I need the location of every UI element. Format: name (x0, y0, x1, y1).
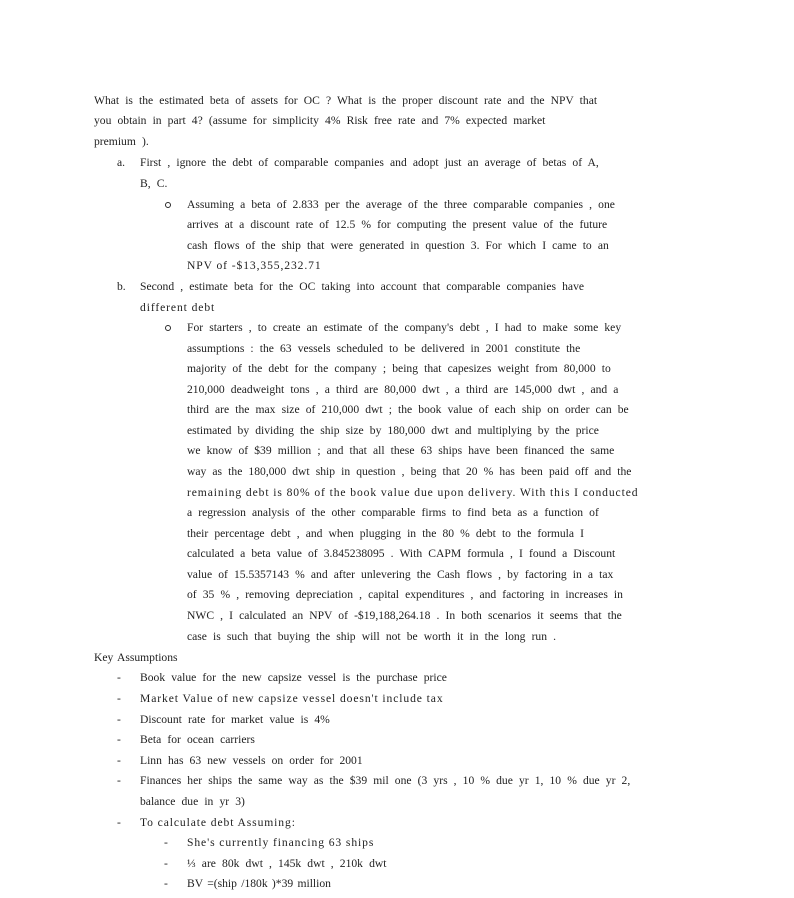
sub-assumption-3: BV =(ship /180k )*39 million (187, 877, 331, 890)
item-b-line-1: Second , estimate beta for the OC taking into account that comparable companies have (140, 280, 585, 293)
question-line-2: you obtain in part 4? (assume for simplicity 4% Risk free rate and 7% expected market (94, 114, 546, 127)
assumption-item-4: Beta for ocean carriers (140, 733, 255, 746)
item-b-sub-line-9: remaining debt is 80% of the book value due upon delivery. With this I conducted (187, 486, 639, 499)
assumption-item-1: Book value for the new capsize vessel is the purchase price (140, 671, 447, 684)
item-b-sub-line-15: NWC , I calculated an NPV of -$19,188,264.18 . In both scenarios it seems that the (187, 609, 622, 622)
item-b-sub-line-4: 210,000 deadweight tons , a third are 80,000 dwt , a third are 145,000 dwt , and a (187, 383, 619, 396)
item-b-sub-line-10: a regression analysis of the other comparable firms to find beta as a function of (187, 506, 599, 519)
item-a-marker: a. (117, 156, 126, 169)
dash-marker: - (117, 774, 121, 787)
item-a-sub-line-1: Assuming a beta of 2.833 per the average of the three comparable companies , one (187, 198, 615, 211)
dash-marker: - (117, 754, 121, 767)
item-b-sub-line-13: value of 15.5357143 % and after unlevering the Cash flows , by factoring in a tax (187, 568, 614, 581)
dash-marker: - (117, 733, 121, 746)
dash-marker: - (164, 857, 168, 870)
assumption-item-6-line-2: balance due in yr 3) (140, 795, 245, 808)
dash-marker: - (117, 713, 121, 726)
item-b-marker: b. (117, 280, 126, 293)
item-a-line-1: First , ignore the debt of comparable companies and adopt just an average of betas of A, (140, 156, 599, 169)
bullet-circle-icon (165, 325, 171, 331)
dash-marker: - (117, 816, 121, 829)
sub-assumption-1: She's currently financing 63 ships (187, 836, 375, 849)
item-a-sub-line-2: arrives at a discount rate of 12.5 % for computing the present value of the future (187, 218, 608, 231)
key-assumptions-heading: Key Assumptions (94, 651, 178, 664)
item-b-sub-line-3: majority of the debt for the company ; being that capesizes weight from 80,000 to (187, 362, 611, 375)
item-b-sub-line-8: way as the 180,000 dwt ship in question , being that 20 % has been paid off and the (187, 465, 632, 478)
item-b-sub-line-12: calculated a beta value of 3.845238095 . With CAPM formula , I found a Discount (187, 547, 616, 560)
item-b-sub-line-14: of 35 % , removing depreciation , capital expenditures , and factoring in increases in (187, 588, 623, 601)
item-b-sub-line-11: their percentage debt , and when plugging in the 80 % debt to the formula I (187, 527, 584, 540)
item-b-sub-line-2: assumptions : the 63 vessels scheduled to be delivered in 2001 constitute the (187, 342, 581, 355)
assumption-item-3: Discount rate for market value is 4% (140, 713, 330, 726)
dash-marker: - (117, 671, 121, 684)
item-b-line-2: different debt (140, 301, 216, 314)
assumption-item-2: Market Value of new capsize vessel doesn't include tax (140, 692, 444, 705)
dash-marker: - (164, 877, 168, 890)
sub-assumption-2: ⅓ are 80k dwt , 145k dwt , 210k dwt (187, 857, 387, 870)
item-b-sub-line-1: For starters , to create an estimate of the company's debt , I had to make some key (187, 321, 622, 334)
assumption-item-5: Linn has 63 new vessels on order for 2001 (140, 754, 363, 767)
assumption-item-6-line-1: Finances her ships the same way as the $39 mil one (3 yrs , 10 % due yr 1, 10 % due yr 2, (140, 774, 631, 787)
item-a-sub-line-3: cash flows of the ship that were generated in question 3. For which I came to an (187, 239, 609, 252)
dash-marker: - (164, 836, 168, 849)
question-line-3: premium ). (94, 135, 149, 148)
item-b-sub-line-16: case is such that buying the ship will not be worth it in the long run . (187, 630, 557, 643)
item-b-sub-line-5: third are the max size of 210,000 dwt ; the book value of each ship on order can be (187, 403, 629, 416)
bullet-circle-icon (165, 202, 171, 208)
assumption-item-7: To calculate debt Assuming: (140, 816, 296, 829)
item-a-line-2: B, C. (140, 177, 168, 190)
question-line-1: What is the estimated beta of assets for OC ? What is the proper discount rate and the NPV that (94, 94, 598, 107)
item-a-sub-line-4: NPV of -$13,355,232.71 (187, 259, 322, 272)
item-b-sub-line-7: we know of $39 million ; and that all these 63 ships have been financed the same (187, 444, 615, 457)
item-b-sub-line-6: estimated by dividing the ship size by 180,000 dwt and multiplying by the price (187, 424, 599, 437)
dash-marker: - (117, 692, 121, 705)
